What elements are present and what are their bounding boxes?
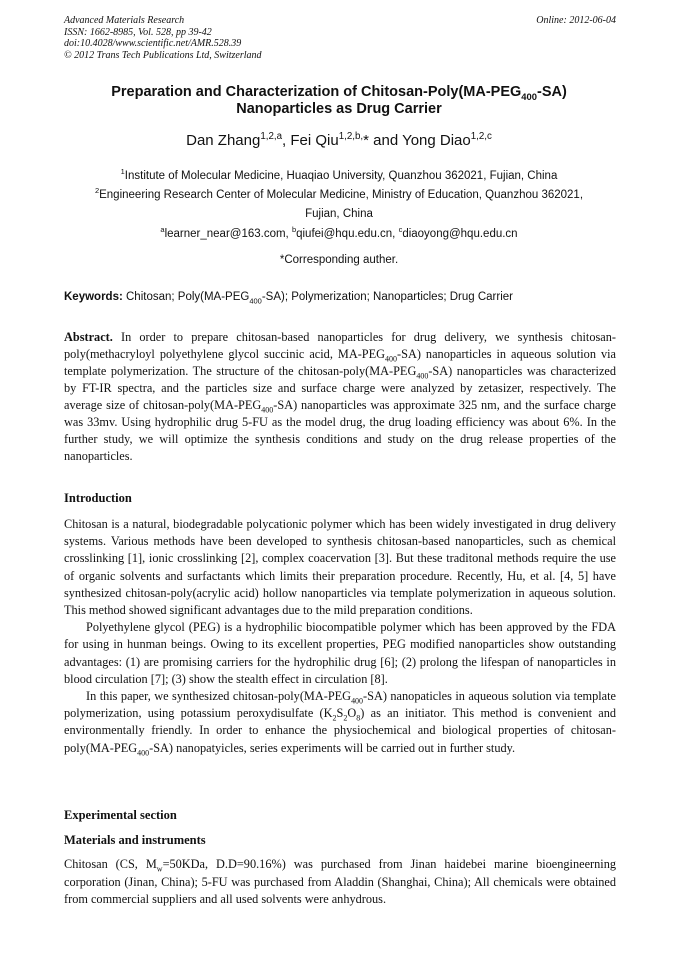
paper-title: Preparation and Characterization of Chitosan-$Poly(MA-PEG_{400}-SA)$ Nanoparticles as Drug Carrier <box>111 84 567 117</box>
introduction-body <box>64 516 616 757</box>
email-link[interactable]: diaoyong@hqu.edu.cn <box>402 228 518 240</box>
online-date: Online: 2012-06-04 <box>536 15 616 26</box>
journal-header <box>64 15 616 61</box>
author-name: Fei Qiu <box>290 132 339 149</box>
paragraph: In this paper, we synthesized chitosan-$poly(MA-PEG_{400}-SA)$ nanopaticles in aqueous solution via template polymerization, using potassium peroxydisulfate $(K_2S_2O_8)$ as an initiator. This method is convenient and environmentally friendly. In order to enhance the physiochemical and biological properties of chitosan-$poly(MA-PEG_{400}-SA)$ nanopatyicles, series experiments will be carried out in further study. <box>64 689 617 758</box>
email-link[interactable]: learner_near@163.com, <box>164 228 292 240</box>
issn-line: ISSN: 1662-8985, Vol. 528, pp 39-42 <box>64 26 212 38</box>
author-emails: $^a$learner_near@163.com, $^b$qiufei@hqu.edu.cn, $^c$diaoyong@hqu.edu.cn <box>160 225 518 240</box>
subsection-heading-materials: Materials and instruments <box>64 833 206 847</box>
keywords-label: Keywords: <box>64 291 123 303</box>
affiliation-2: $^2$Engineering Research Center of Molecular Medicine, Ministry of Education, Quanzhou 362021, <box>94 186 584 201</box>
abstract-label: Abstract. <box>64 330 113 344</box>
affiliations <box>40 167 638 224</box>
materials-body: Chitosan (CS, $M_w=50KDa$, D.D=90.16%) was purchased from Jinan haidebei marine bioengineerning corporation (Jinan, China); 5-FU was purchased from Aladdin (Shanghai, China); All chemicals were obtained from commercial suppliers and all used solvents were anhydrous. <box>64 857 616 906</box>
section-heading-introduction: Introduction <box>64 491 132 505</box>
author-list: Dan Zhang$^{1,2,a}$, Fei Qiu$^{1,2,b,}$* and Yong Diao$^{1,2,c}$ <box>186 131 492 149</box>
journal-name: Advanced Materials Research <box>64 15 185 26</box>
section-heading-experimental: Experimental section <box>64 808 177 822</box>
affiliation-1: $^1$Institute of Molecular Medicine, Huaqiao University, Quanzhou 362021, Fujian, China <box>120 167 558 182</box>
copyright-line: © 2012 Trans Tech Publications Ltd, Switzerland <box>64 49 262 61</box>
keywords: Keywords: Chitosan; $Poly(MA-PEG_{400}-SA)$; Polymerization; Nanoparticles; Drug Carrier <box>64 291 513 306</box>
author-name: Yong Diao <box>402 132 471 149</box>
email-link[interactable]: qiufei@hqu.edu.cn, <box>296 228 399 240</box>
doi-line: doi:10.4028/www.scientific.net/AMR.528.39 <box>64 38 242 49</box>
affiliation-2-cont: Fujian, China <box>305 208 373 220</box>
corresponding-note: *Corresponding auther. <box>279 254 399 266</box>
author-name: Dan Zhang <box>186 132 261 149</box>
paragraph: Polyethylene glycol (PEG) is a hydrophilic biocompatible polymer which has been approved by the FDA for using in hunman beings. Owing to its excellent properties, PEG modified nanoparticles show outstanding advantages: (1) are promising carriers for the hydrophilic drug [6]; (2) prolong the lifespan of nanoparticles in blood circulation [7]; (3) show the stealth effect in circulation [8]. <box>64 620 616 686</box>
abstract: Abstract. In order to prepare chitosan-based nanoparticles for drug delivery, we synthesis chitosan-poly(methacryloyl polyethylene glycol succinic acid, $MA-PEG_{400}-SA$) nanoparticles in aqueous solution via template polymerization. The structure of the chitosan-$poly(MA-PEG_{400}-SA)$ nanoparticles was characterized by FT-IR spectra, and the particles size and surface charge were analyzed by zetasizer, respectively. The average size of chitosan-$poly(MA-PEG_{400}-SA)$ nanoparticles was approximate 325 nm, and the surface charge was 33mv. Using hydrophilic drug 5-FU as the model drug, the drug loading efficiency was about 6%. In the further study, we will optimize the synthesis conditions and study on the drug release properties of the nanoparticles. <box>64 330 617 463</box>
paragraph: Chitosan is a natural, biodegradable polycationic polymer which has been widely investigated in drug delivery systems. Various methods have been developed to synthesis chitosan-based nanoparticles, such as chemical crosslinking [1], ionic crosslinking [2], complex coacervation [3]. But these traditonal methods require the use of organic solvents and surfactants which limits their preparation procedure. Recently, Hu, et al. [4, 5] have synthesized chitosan-poly(acrylic acid) hollow nanoparticles via template polymerization in aqueous solution. This method showed significant advantages due to the mild preparation conditions. <box>64 517 616 618</box>
